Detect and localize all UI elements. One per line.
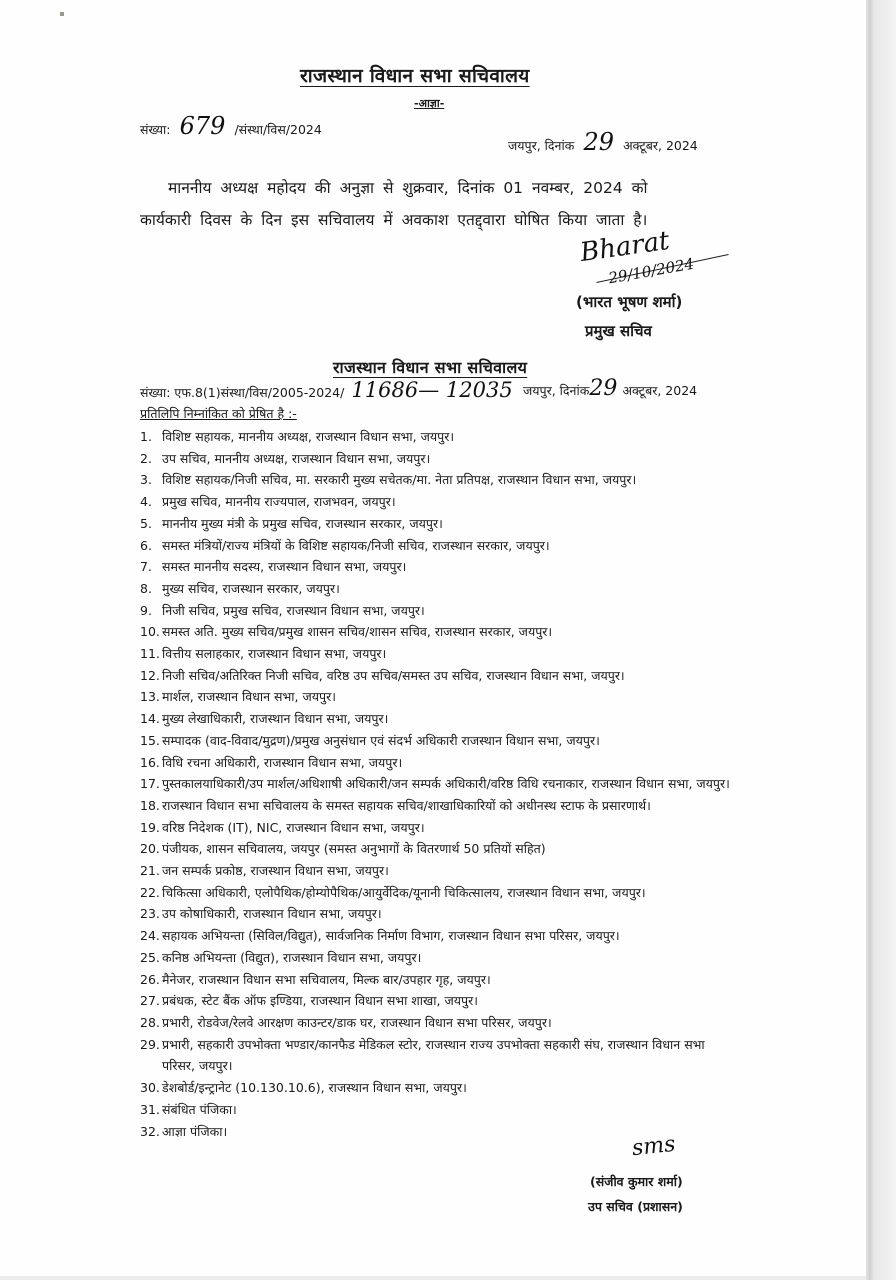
list-item: 25. कनिष्ठ अभियन्ता (विद्युत), राजस्थान विधान सभा, जयपुर। [140, 949, 422, 965]
copy-number [140, 378, 513, 402]
order-signatory-designation: प्रमुख सचिव [585, 322, 652, 340]
order-signatory-name: (भारत भूषण शर्मा) [576, 293, 683, 311]
list-item: 1. विशिष्ट सहायक, माननीय अध्यक्ष, राजस्थान विधान सभा, जयपुर। [140, 429, 455, 444]
list-item: 12. निजी सचिव/अतिरिक्त निजी सचिव, वरिष्ठ उप सचिव/समस्त उप सचिव, राजस्थान विधान सभा, जयपुर। [140, 667, 625, 683]
list-item: 23. उप कोषाधिकारी, राजस्थान विधान सभा, जयपुर। [140, 906, 382, 922]
deputy-signature-scribble: sms [630, 1131, 677, 1162]
list-item: 16. विधि रचना अधिकारी, राजस्थान विधान सभा, जयपुर। [140, 754, 403, 770]
copy-number-prefix: संख्या: एफ.8(1)संस्था/विस/2005-2024/ [140, 385, 345, 400]
list-item: 8. मुख्य सचिव, राजस्थान सरकार, जयपुर। [140, 580, 340, 596]
list-item: 13. मार्शल, राजस्थान विधान सभा, जयपुर। [140, 689, 336, 705]
copy-date-suffix: अक्टूबर, 2024 [622, 383, 698, 398]
list-item: 3. विशिष्ट सहायक/निजी सचिव, मा. सरकारी मुख्य सचेतक/मा. नेता प्रतिपक्ष, राजस्थान विधान सभा, जयपुर। [140, 472, 637, 488]
list-item: 9. निजी सचिव, प्रमुख सचिव, राजस्थान विधान सभा, जयपुर। [140, 602, 425, 618]
copy-forwarded-to: प्रतिलिपि निम्नांकित को प्रेषित है :- [140, 406, 297, 421]
order-body-line-1: माननीय अध्यक्ष महोदय की अनुज्ञा से शुक्रवार, दिनांक 01 नवम्बर, 2024 को [168, 179, 648, 197]
list-item: 7. समस्त माननीय सदस्य, राजस्थान विधान सभा, जयपुर। [140, 559, 407, 575]
list-item: 26. मैनेजर, राजस्थान विधान सभा सचिवालय, मिल्क बार/उपहार गृह, जयपुर। [140, 971, 491, 987]
list-item: 14. मुख्य लेखाधिकारी, राजस्थान विधान सभा, जयपुर। [140, 711, 389, 727]
signature-date: 29/10/2024 [607, 254, 696, 288]
order-place-date-prefix: जयपुर, दिनांक [508, 138, 575, 153]
list-item: 2. उप सचिव, माननीय अध्यक्ष, राजस्थान विधान सभा, जयपुर। [140, 450, 431, 466]
list-item: 22. चिकित्सा अधिकारी, एलोपैथिक/होम्योपैथिक/आयुर्वेदिक/यूनानी चिकित्सालय, राजस्थान विधान सभा, जयपुर। [140, 884, 646, 900]
scan-speck [60, 12, 64, 16]
copy-header: राजस्थान विधान सभा सचिवालय [333, 358, 528, 377]
order-number-prefix: संख्या: [140, 122, 171, 137]
order-date-suffix: अक्टूबर, 2024 [623, 138, 698, 153]
copy-signatory-designation: उप सचिव (प्रशासन) [588, 1199, 683, 1214]
copy-place-date [523, 376, 697, 401]
list-item: 24. सहायक अभियन्ता (सिविल/विद्युत), सार्वजनिक निर्माण विभाग, राजस्थान विधान सभा परिसर, जयपुर। [140, 928, 620, 944]
list-item: 32. आज्ञा पंजिका। [140, 1123, 228, 1139]
list-item: 20. पंजीयक, शासन सचिवालय, जयपुर (समस्त अनुभागों के वितरणार्थ 50 प्रतियों सहित) [140, 841, 546, 857]
list-item: 17. पुस्तकालयाधिकारी/उप मार्शल/अधिशाषी अधिकारी/जन सम्पर्क अधिकारी/वरिष्ठ विधि रचनाकार, राजस्थान विधान सभा, जयपुर। [140, 776, 730, 792]
list-item: 28. प्रभारी, रोडवेज/रेलवे आरक्षण काउन्टर/डाक घर, राजस्थान विधान सभा परिसर, जयपुर। [140, 1014, 552, 1030]
list-item: 10. समस्त अति. मुख्य सचिव/प्रमुख शासन सचिव/शासन सचिव, राजस्थान सरकार, जयपुर। [140, 624, 553, 640]
list-item: 27. प्रबंधक, स्टेट बैंक ऑफ इण्डिया, राजस्थान विधान सभा शाखा, जयपुर। [140, 993, 478, 1009]
copy-recipient-list [140, 426, 740, 1142]
list-item: 21. जन सम्पर्क प्रकोष्ठ, राजस्थान विधान सभा, जयपुर। [140, 863, 389, 879]
order-date-handwritten: 29 [583, 128, 614, 156]
copy-place-date-prefix: जयपुर, दिनांक [523, 383, 590, 398]
list-item: 19. वरिष्ठ निदेशक (IT), NIC, राजस्थान विधान सभा, जयपुर। [140, 819, 425, 835]
order-subheading: -आज्ञा- [414, 97, 445, 110]
list-item: 30. डेशबोर्ड/इन्ट्रानेट (10.130.10.6), राजस्थान विधान सभा, जयपुर। [140, 1080, 467, 1096]
order-number-handwritten: 679 [179, 112, 226, 140]
list-item: 6. समस्त मंत्रियों/राज्य मंत्रियों के विशिष्ट सहायक/निजी सचिव, राजस्थान सरकार, जयपुर। [140, 537, 550, 553]
copy-number-handwritten: 11686— 12035 [351, 378, 513, 402]
scan-page-edge [866, 0, 896, 1280]
copy-date-handwritten: 29 [589, 376, 618, 401]
list-item: 31. संबंधित पंजिका। [140, 1101, 237, 1117]
copy-signatory-name: (संजीव कुमार शर्मा) [590, 1174, 683, 1189]
order-header: राजस्थान विधान सभा सचिवालय [300, 65, 530, 87]
list-item: 4. प्रमुख सचिव, माननीय राज्यपाल, राजभवन, जयपुर। [140, 494, 396, 510]
order-number [140, 112, 322, 140]
signature-scribble: Bharat [578, 225, 672, 269]
list-item: 29. प्रभारी, सहकारी उपभोक्ता भण्डार/कानफैड मेडिकल स्टोर, राजस्थान राज्य उपभोक्ता सहकारी संघ, राजस्थान विधान सभा परिसर, जयपुर। [140, 1036, 705, 1074]
order-body-line-2: कार्यकारी दिवस के दिन इस सचिवालय में अवकाश एतद्द्वारा घोषित किया जाता है। [140, 211, 648, 229]
list-item: 18. राजस्थान विधान सभा सचिवालय के समस्त सहायक सचिव/शाखाधिकारियों को अधीनस्थ स्टाफ के प्रसारणार्थ। [140, 797, 651, 813]
list-item: 15. सम्पादक (वाद-विवाद/मुद्रण)/प्रमुख अनुसंधान एवं संदर्भ अधिकारी राजस्थान विधान सभा, जयपुर। [140, 732, 600, 748]
order-number-suffix: /संस्था/विस/2024 [234, 122, 322, 137]
order-place-date [508, 128, 698, 156]
list-item: 11. वित्तीय सलाहकार, राजस्थान विधान सभा, जयपुर। [140, 646, 387, 662]
list-item: 5. माननीय मुख्य मंत्री के प्रमुख सचिव, राजस्थान सरकार, जयपुर। [140, 515, 443, 531]
scan-bottom-edge [0, 1276, 866, 1280]
